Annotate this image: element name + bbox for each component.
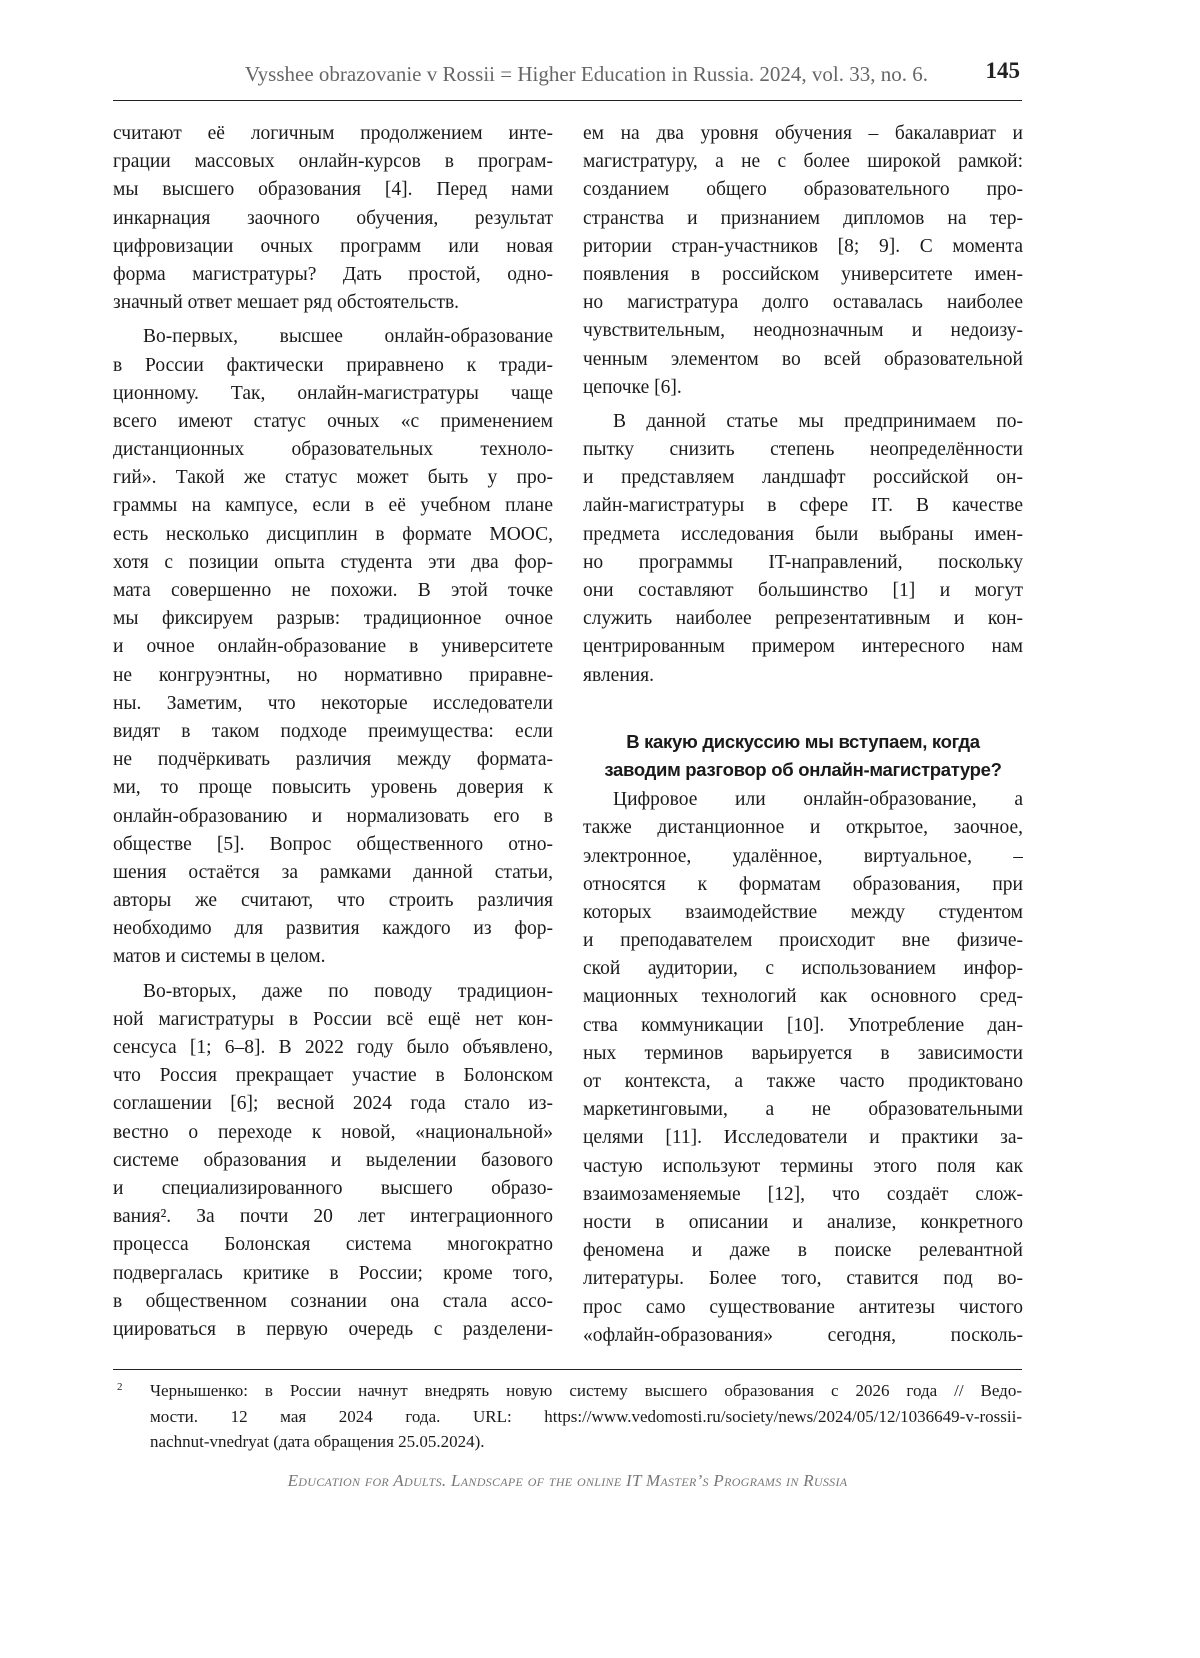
text-line: взаимозаменяемые [12], что создаёт слож- (583, 1183, 1023, 1205)
paragraph (113, 120, 553, 317)
text-line: чувствительным, неоднозначным и недоизу- (583, 320, 1023, 342)
text-line: от контекста, а также часто продиктовано (583, 1071, 1023, 1092)
text-line: всего имеют статус очных «с применением (113, 410, 553, 432)
text-line: В данной статье мы предпринимаем по- (613, 410, 1023, 432)
text-line: феномена и даже в поиске релевантной (583, 1240, 1023, 1262)
text-line: но магистратура долго оставалась наиболее (583, 292, 1023, 314)
paragraph (583, 786, 1023, 1350)
text-line: Во-первых, высшее онлайн-образование (143, 326, 553, 348)
text-line: сенсуса [1; 6–8]. В 2022 году было объявлено, (113, 1037, 553, 1058)
text-line: необходимо для развития каждого из фор- (113, 918, 553, 940)
text-line: лайн-магистратуры в сфере IT. В качестве (583, 495, 1023, 517)
text-line: гий». Такой же статус может быть у про- (113, 467, 553, 489)
text-line: дистанционных образовательных техноло- (113, 439, 553, 461)
text-line: странства и признанием дипломов на тер- (583, 207, 1023, 229)
text-line: системе образования и выделении базового (113, 1149, 553, 1171)
text-line: ства коммуникации [10]. Употребление дан- (583, 1014, 1023, 1036)
text-line: явления. (583, 664, 655, 686)
text-line: электронное, удалённое, виртуальное, – (583, 845, 1023, 867)
text-line: ской аудитории, с использованием инфор- (583, 958, 1023, 980)
footnote-line: Чернышенко: в России начнут внедрять новую систему высшего образования с 2026 года // Ведо- (150, 1381, 1022, 1400)
text-line: онлайн-образованию и нормализовать его в (113, 805, 553, 827)
text-line: считают её логичным продолжением инте- (113, 123, 553, 144)
text-line: целями [11]. Исследователи и практики за- (583, 1127, 1023, 1149)
paragraph (583, 120, 1023, 402)
text-line: магистратуру, а не с более широкой рамкой: (583, 151, 1023, 173)
text-line: подвергалась критике в России; кроме того, (113, 1262, 553, 1284)
text-line: мата совершенно не похожи. В этой точке (113, 580, 553, 601)
text-line: пытку снизить степень неопределённости (583, 439, 1023, 461)
text-line: В какую дискуссию мы вступаем, когда (626, 730, 980, 752)
footnote (113, 1378, 1022, 1455)
text-line: которых взаимодействие между студентом (583, 901, 1023, 923)
text-line: маркетинговыми, а не образовательными (583, 1099, 1023, 1121)
text-line: инкарнация заочного обучения, результат (113, 207, 553, 229)
text-line: хотя с позиции опыта студента эти два фор- (113, 551, 553, 573)
text-line: и представляем ландшафт российской он- (583, 467, 1023, 489)
text-line: также дистанционное и открытое, заочное, (583, 817, 1023, 839)
text-line: мационных технологий как основного сред- (583, 986, 1023, 1008)
text-line: мы высшего образования [4]. Перед нами (113, 179, 553, 201)
text-line: служить наиболее репрезентативным и кон- (583, 608, 1023, 630)
running-header (113, 58, 1022, 101)
paragraph (583, 408, 1023, 690)
text-line: центрированным примером интересного нам (583, 636, 1023, 658)
text-line: ченным элементом во всей образовательной (583, 348, 1023, 370)
text-line: авторы же считают, что строить различия (113, 890, 553, 912)
paragraph (113, 323, 553, 971)
text-line: вания². За почти 20 лет интеграционного (113, 1206, 553, 1228)
text-line: частую используют термины этого поля как (583, 1155, 1023, 1177)
text-line: цепочке [6]. (583, 376, 682, 398)
journal-citation: Vysshee obrazovanie v Rossii = Higher Education in Russia. 2024, vol. 33, no. 6. (244, 62, 928, 86)
text-line: но программы IT-направлений, поскольку (583, 551, 1023, 573)
text-line: граммы на кампусе, если в её учебном плане (113, 495, 553, 517)
text-line: Цифровое или онлайн-образование, а (613, 789, 1023, 811)
text-line: шения остаётся за рамками данной статьи, (113, 861, 553, 883)
text-line: обществе [5]. Вопрос общественного отно- (113, 833, 553, 855)
text-line: грации массовых онлайн-курсов в програм- (113, 151, 553, 173)
text-line: ем на два уровня обучения – бакалавриат и (583, 123, 1023, 144)
running-footer: Education for Adults. Landscape of the online IT Master’s Programs in Russia (287, 1471, 848, 1490)
text-line: ционному. Так, онлайн-магистратуры чаще (113, 382, 553, 404)
footnote-line: nachnut-vnedryat (дата обращения 25.05.2024). (150, 1432, 485, 1451)
text-line: ности в описании и анализе, конкретного (583, 1211, 1023, 1233)
text-line: «офлайн-образования» сегодня, посколь- (583, 1324, 1023, 1346)
text-line: ритории стран-участников [8; 9]. С момента (583, 235, 1023, 257)
footnote-mark: 2 (117, 1381, 123, 1393)
footnote-text (150, 1378, 1022, 1455)
text-line: соглашении [6]; весной 2024 года стало из- (113, 1093, 553, 1115)
text-line: и преподавателем происходит вне физиче- (583, 930, 1023, 952)
text-line: не конгруэнтны, но нормативно приравне- (113, 664, 553, 686)
footnote-line: мости. 12 мая 2024 года. URL: https://www.vedomosti.ru/society/news/2024/05/12/1036649-v-rossii- (150, 1406, 1022, 1426)
text-line: в России фактически приравнено к тради- (113, 354, 553, 376)
text-line: цифровизации очных программ или новая (113, 235, 553, 257)
text-line: видят в таком подходе преимущества: если (113, 720, 553, 742)
text-line: мы фиксируем разрыв: традиционное очное (113, 608, 553, 630)
text-line: и специализированного высшего образо- (113, 1177, 553, 1199)
text-line: ми, то проще повысить уровень доверия к (113, 777, 553, 799)
text-line: литературы. Более того, ставится под во- (583, 1268, 1023, 1290)
text-line: есть несколько дисциплин в формате МООС, (113, 523, 553, 545)
left-column (113, 120, 553, 1350)
text-line: форма магистратуры? Дать простой, одно- (113, 263, 553, 285)
text-line: предмета исследования были выбраны имен- (583, 523, 1023, 545)
text-line: и очное онлайн-образование в университете (113, 636, 553, 658)
text-line: относятся к форматам образования, при (583, 873, 1023, 895)
text-line: созданием общего образовательного про- (583, 179, 1023, 201)
right-column (583, 120, 1023, 1356)
text-line: появления в российском университете имен- (583, 263, 1023, 285)
text-line: вестно о переходе к новой, «национальной» (113, 1121, 553, 1143)
text-line: ны. Заметим, что некоторые исследователи (113, 692, 553, 714)
paragraph (113, 978, 553, 1344)
text-line: значный ответ мешает ряд обстоятельств. (113, 292, 460, 314)
text-line: они составляют большинство [1] и могут (583, 580, 1023, 601)
text-line: ной магистратуры в России всё ещё нет кон- (113, 1008, 553, 1030)
text-line: не подчёркивать различия между формата- (113, 749, 553, 771)
footnote-divider (113, 1369, 1022, 1370)
text-line: процесса Болонская система многократно (113, 1234, 553, 1256)
text-line: матов и системы в целом. (113, 946, 326, 968)
text-line: что Россия прекращает участие в Болонском (113, 1065, 553, 1087)
text-line: ных терминов варьируется в зависимости (583, 1042, 1023, 1064)
text-line: циироваться в первую очередь с разделени- (113, 1318, 553, 1340)
text-line: Во-вторых, даже по поводу традицион- (143, 980, 553, 1002)
section-heading (583, 728, 1023, 784)
page-number: 145 (985, 58, 1020, 83)
text-line: заводим разговор об онлайн-магистратуре? (604, 758, 1002, 780)
text-line: в общественном сознании она стала ассо- (113, 1290, 553, 1312)
text-line: прос само существование антитезы чистого (583, 1296, 1023, 1318)
